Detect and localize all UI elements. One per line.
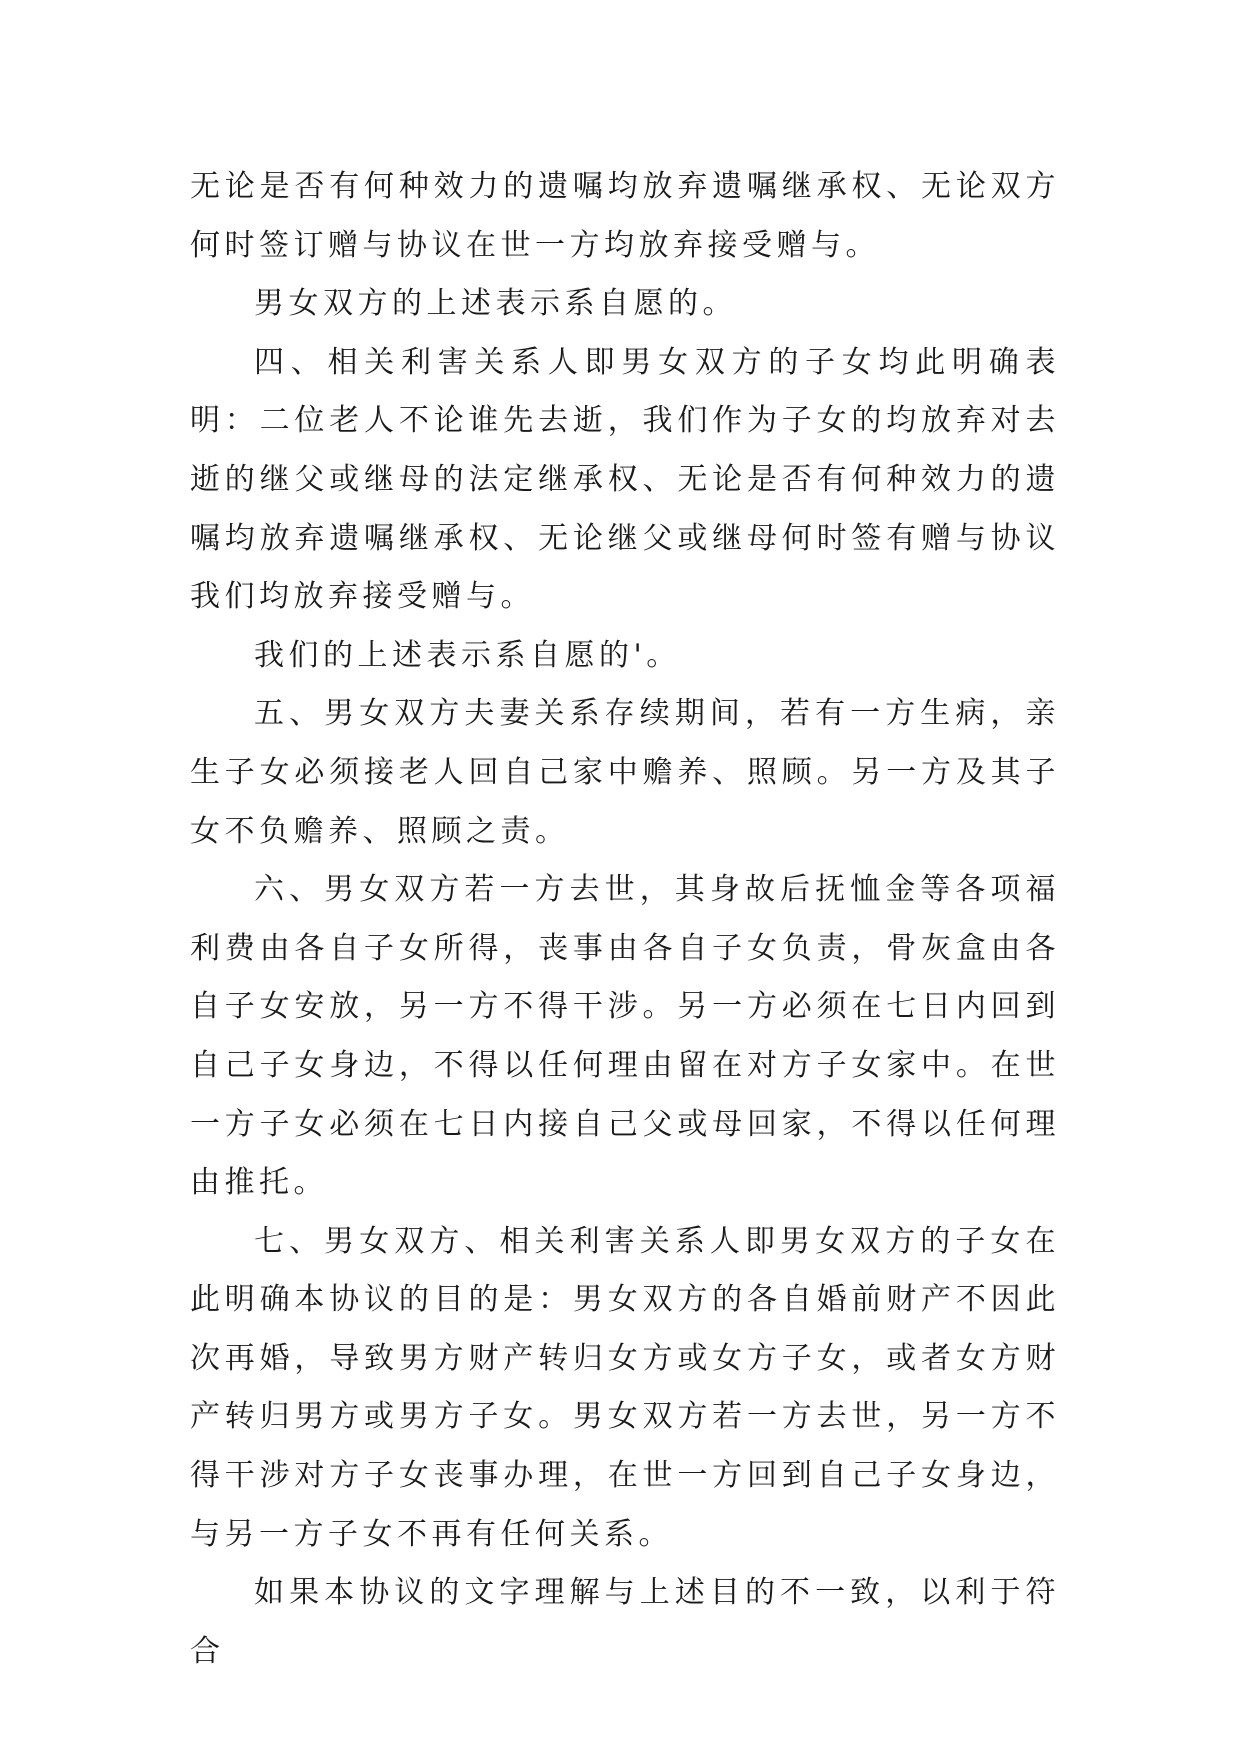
document-body: [190, 158, 1060, 1681]
paragraph-will-inheritance-waiver: 无论是否有何种效力的遗嘱均放弃遗嘱继承权、无论双方何时签订赠与协议在世一方均放弃接受赠与。: [190, 169, 1060, 263]
paragraph-clause-seven: 七、男女双方、相关利害关系人即男女双方的子女在此明确本协议的目的是：男女双方的各自婚前财产不因此次再婚，导致男方财产转归女方或女方子女，或者女方财产转归男方或男方子女。男女双方若一方去世，另一方不得干涉对方子女丧事办理，在世一方回到自己子女身边，与另一方子女不再有任何关系。: [190, 1223, 1060, 1552]
paragraph-clause-four: 四、相关利害关系人即男女双方的子女均此明确表明：二位老人不论谁先去逝，我们作为子女的均放弃对去逝的继父或继母的法定继承权、无论是否有何种效力的遗嘱均放弃遗嘱继承权、无论继父或继母何时签有赠与协议我们均放弃接受赠与。: [190, 344, 1060, 615]
paragraph-clause-six: 六、男女双方若一方去世，其身故后抚恤金等各项福利费由各自子女所得，丧事由各自子女负责，骨灰盒由各自子女安放，另一方不得干涉。另一方必须在七日内回到自己子女身边，不得以任何理由留在对方子女家中。在世一方子女必须在七日内接自己父或母回家，不得以任何理由推托。: [190, 872, 1060, 1201]
paragraph-clause-five: 五、男女双方夫妻关系存续期间，若有一方生病，亲生子女必须接老人回自己家中赡养、照顾。另一方及其子女不负赡养、照顾之责。: [190, 696, 1060, 849]
paragraph-interpretation: 如果本协议的文字理解与上述目的不一致，以利于符合: [190, 1575, 1060, 1669]
paragraph-couple-voluntary: 男女双方的上述表示系自愿的。: [254, 286, 737, 322]
paragraph-children-voluntary: 我们的上述表示系自愿的'。: [254, 637, 681, 673]
